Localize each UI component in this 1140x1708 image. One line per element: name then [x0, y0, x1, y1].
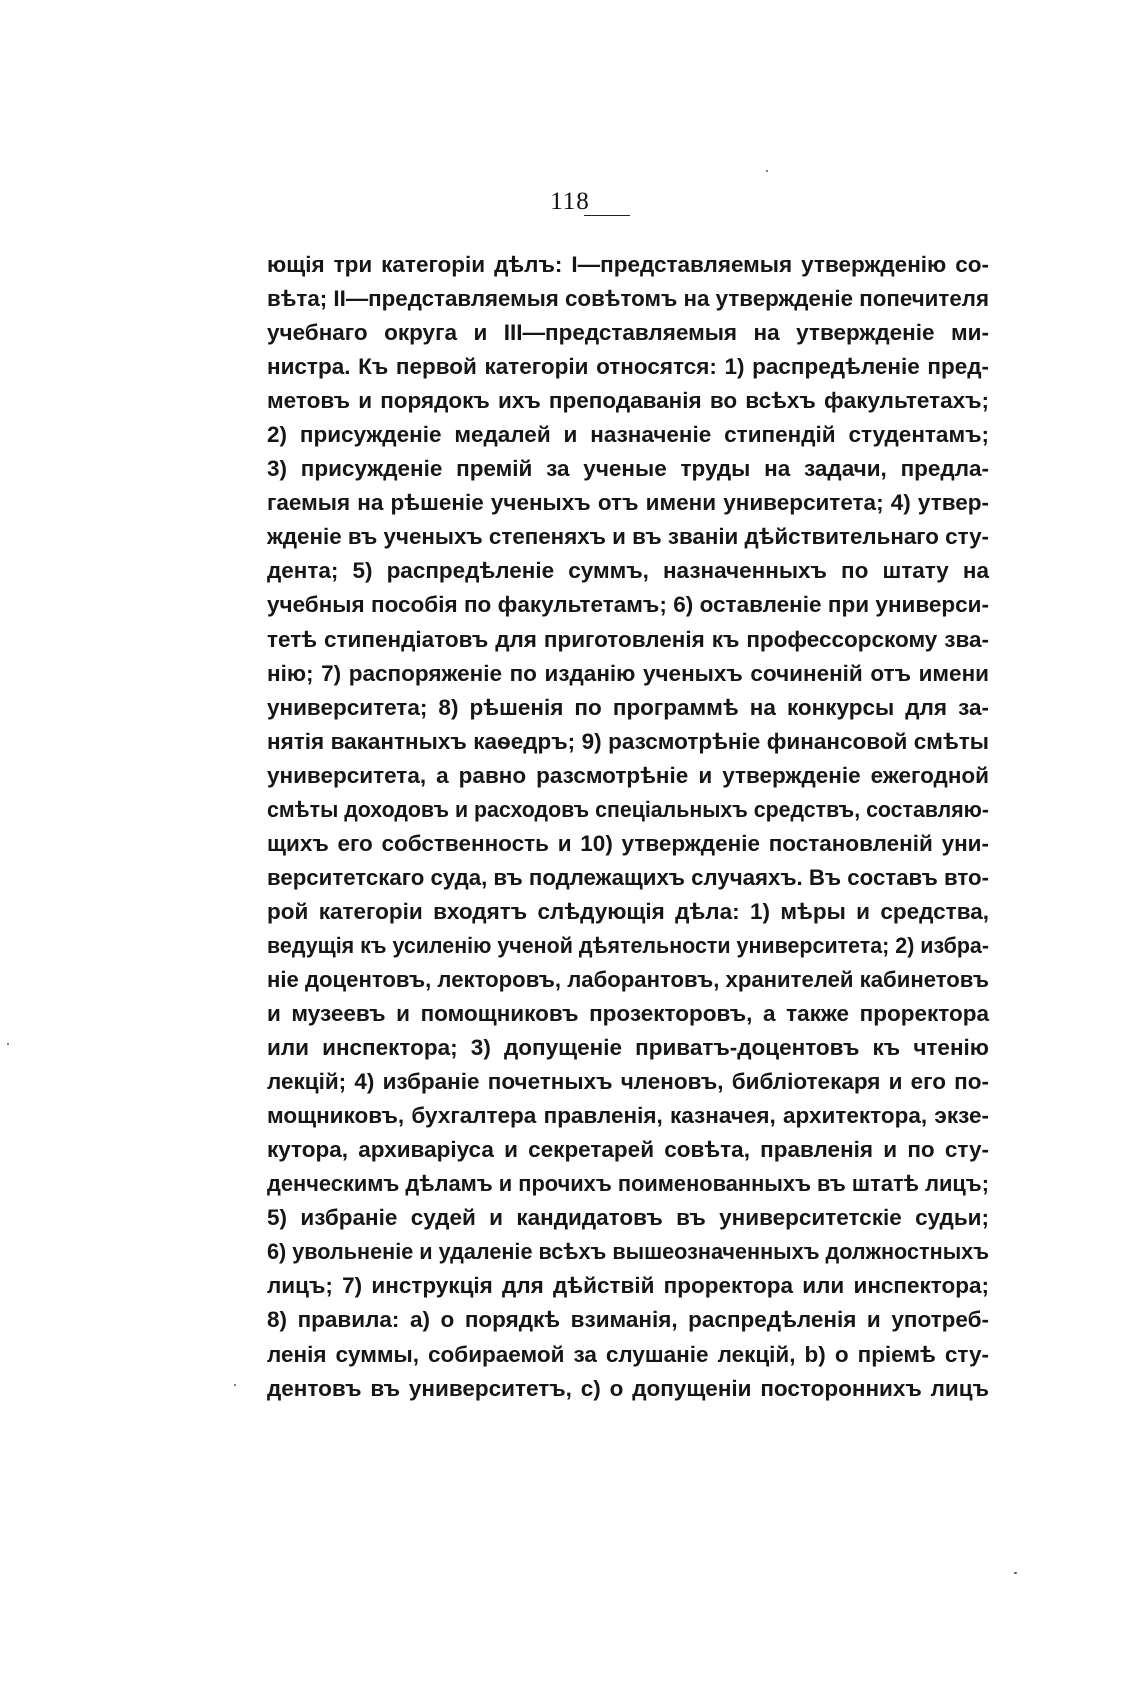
text-line: метовъ и порядокъ ихъ преподаванія во всѣхъ факультетахъ;	[267, 388, 989, 414]
text-line: верситетскаго суда, въ подлежащихъ случаяхъ. Въ составъ вто-	[267, 864, 989, 890]
text-line: 8) правила: a) о порядкѣ взиманія, распредѣленія и употреб-	[267, 1307, 989, 1333]
text-line: кутора, архиваріуса и секретарей совѣта, правленія и по сту-	[267, 1137, 989, 1163]
scan-speck	[1014, 1572, 1017, 1574]
text-line: ленія суммы, собираемой за слушаніе лекцій, b) о пріемѣ сту-	[267, 1341, 989, 1367]
text-line: нистра. Къ первой категоріи относятся: 1) распредѣленіе пред-	[267, 354, 989, 380]
text-line: тетѣ стипендіатовъ для приготовленія къ профессорскому зва-	[267, 626, 989, 652]
text-line: лицъ; 7) инструкція для дѣйствій проректора или инспектора;	[267, 1273, 989, 1299]
page-number-rule	[584, 215, 630, 216]
text-line: денческимъ дѣламъ и прочихъ поименованныхъ въ штатѣ лицъ;	[267, 1171, 989, 1197]
text-line: вѣта; II—представляемыя совѣтомъ на утвержденіе попечителя	[267, 286, 989, 312]
text-line: 3) присужденіе премій за ученые труды на задачи, предла-	[267, 456, 989, 482]
text-line: дента; 5) распредѣленіе суммъ, назначенныхъ по штату на	[267, 558, 989, 584]
text-line: нію; 7) распоряженіе по изданію ученыхъ сочиненій отъ имени	[267, 660, 989, 686]
text-line: щихъ его собственность и 10) утвержденіе постановленій уни-	[267, 830, 989, 856]
text-line: дентовъ въ университетъ, c) о допущеніи постороннихъ лицъ	[267, 1375, 989, 1401]
text-line: университета, а равно разсмотрѣніе и утвержденіе ежегодной	[267, 762, 989, 788]
text-line: и музеевъ и помощниковъ прозекторовъ, а также проректора	[267, 1001, 989, 1027]
scan-speck	[234, 1384, 236, 1386]
text-line: нятія вакантныхъ каѳедръ; 9) разсмотрѣніе финансовой смѣты	[267, 728, 989, 754]
text-line: университета; 8) рѣшенія по программѣ на конкурсы для за-	[267, 694, 989, 720]
text-line: 6) увольненіе и удаленіе всѣхъ вышеозначенныхъ должностныхъ	[267, 1239, 989, 1265]
text-line: ніе доцентовъ, лекторовъ, лаборантовъ, хранителей кабинетовъ	[267, 966, 989, 992]
text-line: смѣты доходовъ и расходовъ спеціальныхъ средствъ, составляю-	[267, 796, 989, 822]
text-line: рой категоріи входятъ слѣдующія дѣла: 1) мѣры и средства,	[267, 898, 989, 924]
text-line: мощниковъ, бухгалтера правленія, казначея, архитектора, экзе-	[267, 1103, 989, 1129]
text-line: учебнаго округа и III—представляемыя на утвержденіе ми-	[267, 320, 989, 346]
page-number: 118	[550, 188, 590, 215]
text-line: лекцій; 4) избраніе почетныхъ членовъ, библіотекаря и его по-	[267, 1069, 989, 1095]
text-line: гаемыя на рѣшеніе ученыхъ отъ имени университета; 4) утвер-	[267, 490, 989, 516]
text-line: ющія три категоріи дѣлъ: I—представляемыя утвержденію со-	[267, 252, 989, 277]
text-line: 2) присужденіе медалей и назначеніе стипендій студентамъ;	[267, 422, 989, 448]
scan-speck	[7, 1043, 9, 1045]
text-line: жденіе въ ученыхъ степеняхъ и въ званіи дѣйствительнаго сту-	[267, 524, 989, 550]
body-text	[267, 248, 989, 1406]
text-line: 5) избраніе судей и кандидатовъ въ университетскіе судьи;	[267, 1205, 989, 1231]
scan-speck	[766, 170, 768, 172]
text-line: ведущія къ усиленію ученой дѣятельности университета; 2) избра-	[267, 932, 989, 958]
text-line: учебныя пособія по факультетамъ; 6) оставленіе при универси-	[267, 592, 989, 618]
text-line: или инспектора; 3) допущеніе приватъ-доцентовъ къ чтенію	[267, 1035, 989, 1061]
